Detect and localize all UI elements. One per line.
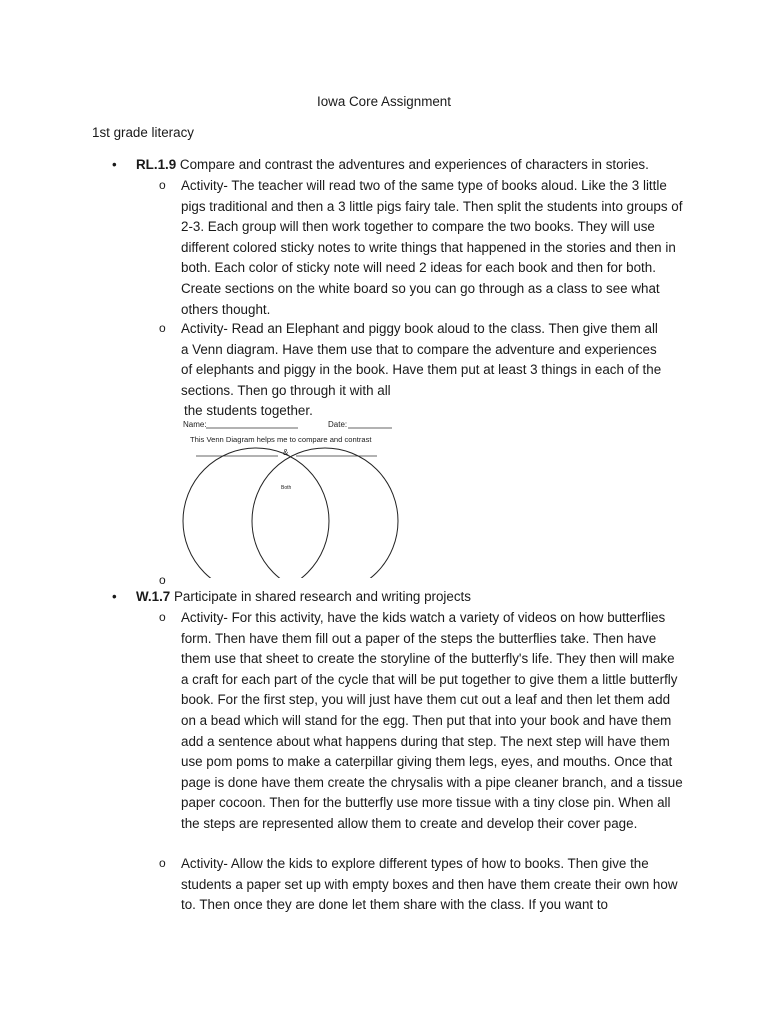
activity-text: Activity- For this activity, have the kids watch a variety of videos on how butterflies form. Then have them fill out a paper of the steps the butterflies take. Then have them use that sheet to create the storyline of the butterfly's life. They then will make a craft for each part of the cycle that will be put together to give them a little butterfly book. For the first step, you will just have them cut out a leaf and then let them add on a bead which will stand for the egg. Then put that into your book and have them add a sentence about what happens during that step. The next step will have them use pom poms to make a caterpillar giving them legs, eyes, and mouths. Once that page is done have them create the chrysalis with a pipe cleaner branch, and a tissue paper cocoon. Then for the butterfly use more tissue with a tiny close pin. When all the steps are represented allow them to create and develop their cover page.	[181, 610, 683, 831]
activity-item	[159, 854, 684, 916]
venn-name-label: Name:	[183, 420, 207, 429]
page-title: Iowa Core Assignment	[317, 94, 451, 109]
activity-text: Activity- The teacher will read two of the same type of books aloud. Like the 3 little pigs traditional and then a 3 little pigs fairy tale. Then split the students into groups of 2-3. Each group will then work together to compare the two books. They will use different colored sticky notes to write things that happened in the stories and then in both. Each color of sticky note will need 2 ideas for each book and then for both. Create sections on the white board so you can go through as a class to see what others thought.	[181, 178, 683, 317]
venn-left-circle	[183, 448, 329, 578]
sub-bullet-icon: o	[159, 610, 166, 624]
activity-item	[159, 176, 684, 320]
bullet-icon: •	[112, 589, 117, 604]
venn-right-circle	[252, 448, 398, 578]
activity-text: Activity- Read an Elephant and piggy book aloud to the class. Then give them all a Venn diagram. Have them use that to compare the adventure and experiences of elephants and piggy in the book. Have them put at least 3 things in each of the sections. Then go through it with all	[181, 321, 662, 398]
standard-code: RL.1.9	[136, 157, 177, 172]
venn-overlap-label: Both	[281, 485, 292, 491]
sub-bullet-icon: o	[159, 856, 166, 870]
bullet-icon: •	[112, 157, 117, 172]
sub-bullet-icon: o	[159, 178, 166, 192]
venn-diagram-figure	[180, 418, 400, 578]
standard-description: Participate in shared research and writing projects	[173, 589, 471, 604]
standard-description: Compare and contrast the adventures and experiences of characters in stories.	[179, 157, 649, 172]
activity-item	[159, 319, 684, 401]
activity-item	[159, 608, 684, 835]
activity-text: the students together.	[184, 403, 313, 418]
activity-text: Activity- Allow the kids to explore different types of how to books. Then give the students a paper set up with empty boxes and then have them create their own how to. Then once they are done let them share with the class. If you want to	[181, 856, 678, 913]
sub-bullet-icon: o	[159, 321, 166, 335]
venn-date-label: Date:	[328, 420, 348, 429]
venn-ampersand: &	[283, 448, 289, 457]
page-subtitle: 1st grade literacy	[92, 125, 194, 140]
venn-caption: This Venn Diagram helps me to compare and contrast	[190, 435, 372, 444]
standard-code: W.1.7	[136, 589, 171, 604]
venn-diagram	[180, 418, 400, 578]
sub-bullet-icon: o	[159, 573, 166, 587]
